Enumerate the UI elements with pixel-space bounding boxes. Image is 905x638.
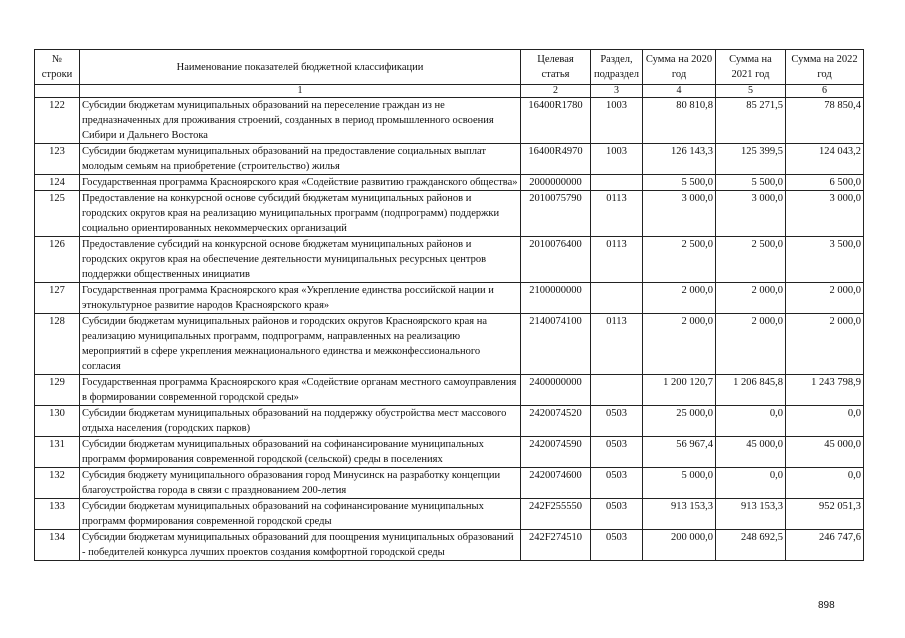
target-article-cell: 2010076400 xyxy=(521,237,591,283)
row-number-cell: 134 xyxy=(35,530,80,561)
row-number-cell: 132 xyxy=(35,468,80,499)
table-row xyxy=(35,468,864,499)
target-article-cell: 16400R4970 xyxy=(521,144,591,175)
amount-2022-cell: 952 051,3 xyxy=(786,499,864,530)
section-cell xyxy=(591,175,643,191)
amount-2021-cell: 1 206 845,8 xyxy=(716,375,786,406)
column-number: 1 xyxy=(80,85,521,98)
section-cell: 0503 xyxy=(591,468,643,499)
target-article-cell: 2420074600 xyxy=(521,468,591,499)
row-number-cell: 123 xyxy=(35,144,80,175)
row-number-cell: 124 xyxy=(35,175,80,191)
target-article-cell: 2010075790 xyxy=(521,191,591,237)
header-indicator-name: Наименование показателей бюджетной классификации xyxy=(80,50,521,85)
target-article-cell: 242F255550 xyxy=(521,499,591,530)
amount-2020-cell: 2 000,0 xyxy=(643,283,716,314)
indicator-name-cell: Субсидии бюджетам муниципальных образований на софинансирование муниципальных программ формирования современной городской среды xyxy=(80,499,521,530)
header-amount-2020: Сумма на 2020 год xyxy=(643,50,716,85)
amount-2022-cell: 246 747,6 xyxy=(786,530,864,561)
section-cell xyxy=(591,375,643,406)
amount-2022-cell: 124 043,2 xyxy=(786,144,864,175)
column-number: 6 xyxy=(786,85,864,98)
indicator-name-cell: Субсидии бюджетам муниципальных образований на поддержку обустройства мест массового отдыха населения (городских парков) xyxy=(80,406,521,437)
indicator-name-cell: Государственная программа Красноярского края «Укрепление единства российской нации и этнокультурное развитие народов Красноярского края» xyxy=(80,283,521,314)
amount-2021-cell: 3 000,0 xyxy=(716,191,786,237)
table-header-row xyxy=(35,50,864,85)
table-row xyxy=(35,375,864,406)
amount-2021-cell: 2 500,0 xyxy=(716,237,786,283)
table-row xyxy=(35,406,864,437)
indicator-name-cell: Субсидии бюджетам муниципальных районов и городских округов Красноярского края на реализацию муниципальных программ, подпрограмм, направленных на реализацию мероприятий в сфере укрепления межнационального единства и межконфессионального согласия xyxy=(80,314,521,375)
target-article-cell: 2140074100 xyxy=(521,314,591,375)
table-body xyxy=(35,98,864,561)
column-number: 4 xyxy=(643,85,716,98)
amount-2021-cell: 125 399,5 xyxy=(716,144,786,175)
amount-2020-cell: 2 500,0 xyxy=(643,237,716,283)
budget-table xyxy=(34,49,864,561)
section-cell: 0503 xyxy=(591,437,643,468)
amount-2021-cell: 248 692,5 xyxy=(716,530,786,561)
amount-2022-cell: 6 500,0 xyxy=(786,175,864,191)
amount-2020-cell: 2 000,0 xyxy=(643,314,716,375)
target-article-cell: 2400000000 xyxy=(521,375,591,406)
column-number-row xyxy=(35,85,864,98)
row-number-cell: 122 xyxy=(35,98,80,144)
header-section: Раздел, подраздел xyxy=(591,50,643,85)
header-amount-2021: Сумма на 2021 год xyxy=(716,50,786,85)
amount-2020-cell: 25 000,0 xyxy=(643,406,716,437)
target-article-cell: 2000000000 xyxy=(521,175,591,191)
amount-2022-cell: 0,0 xyxy=(786,406,864,437)
amount-2022-cell: 2 000,0 xyxy=(786,314,864,375)
header-target-article: Целевая статья xyxy=(521,50,591,85)
amount-2020-cell: 5 000,0 xyxy=(643,468,716,499)
page-number: 898 xyxy=(818,600,835,611)
table-row xyxy=(35,144,864,175)
amount-2021-cell: 0,0 xyxy=(716,468,786,499)
table-row xyxy=(35,98,864,144)
amount-2022-cell: 3 500,0 xyxy=(786,237,864,283)
section-cell: 1003 xyxy=(591,144,643,175)
header-amount-2022: Сумма на 2022 год xyxy=(786,50,864,85)
target-article-cell: 16400R1780 xyxy=(521,98,591,144)
amount-2020-cell: 3 000,0 xyxy=(643,191,716,237)
target-article-cell: 242F274510 xyxy=(521,530,591,561)
amount-2022-cell: 2 000,0 xyxy=(786,283,864,314)
row-number-cell: 126 xyxy=(35,237,80,283)
section-cell: 0503 xyxy=(591,406,643,437)
section-cell: 0113 xyxy=(591,237,643,283)
section-cell: 0503 xyxy=(591,499,643,530)
amount-2021-cell: 913 153,3 xyxy=(716,499,786,530)
amount-2021-cell: 5 500,0 xyxy=(716,175,786,191)
amount-2020-cell: 913 153,3 xyxy=(643,499,716,530)
table-row xyxy=(35,437,864,468)
row-number-cell: 125 xyxy=(35,191,80,237)
amount-2021-cell: 0,0 xyxy=(716,406,786,437)
amount-2022-cell: 45 000,0 xyxy=(786,437,864,468)
amount-2021-cell: 2 000,0 xyxy=(716,314,786,375)
indicator-name-cell: Государственная программа Красноярского края «Содействие развитию гражданского общества» xyxy=(80,175,521,191)
amount-2020-cell: 5 500,0 xyxy=(643,175,716,191)
row-number-cell: 129 xyxy=(35,375,80,406)
amount-2021-cell: 85 271,5 xyxy=(716,98,786,144)
indicator-name-cell: Субсидии бюджетам муниципальных образований на переселение граждан из не предназначенных для проживания строений, созданных в период промышленного освоения Сибири и Дальнего Востока xyxy=(80,98,521,144)
target-article-cell: 2420074590 xyxy=(521,437,591,468)
indicator-name-cell: Субсидии бюджетам муниципальных образований на софинансирование муниципальных программ формирования современной городской (сельской) среды в поселениях xyxy=(80,437,521,468)
section-cell: 0113 xyxy=(591,191,643,237)
header-row-number: № строки xyxy=(35,50,80,85)
indicator-name-cell: Предоставление субсидий на конкурсной основе бюджетам муниципальных районов и городских округов края на обеспечение деятельности муниципальных ресурсных центров поддержки общественных инициатив xyxy=(80,237,521,283)
column-number xyxy=(35,85,80,98)
table-row xyxy=(35,237,864,283)
column-number: 3 xyxy=(591,85,643,98)
table-row xyxy=(35,314,864,375)
section-cell: 0113 xyxy=(591,314,643,375)
amount-2022-cell: 0,0 xyxy=(786,468,864,499)
indicator-name-cell: Государственная программа Красноярского края «Содействие органам местного самоуправления в формировании современной городской среды» xyxy=(80,375,521,406)
amount-2022-cell: 1 243 798,9 xyxy=(786,375,864,406)
table-row xyxy=(35,499,864,530)
amount-2020-cell: 1 200 120,7 xyxy=(643,375,716,406)
section-cell: 1003 xyxy=(591,98,643,144)
amount-2022-cell: 3 000,0 xyxy=(786,191,864,237)
table-row xyxy=(35,175,864,191)
table-row xyxy=(35,191,864,237)
amount-2022-cell: 78 850,4 xyxy=(786,98,864,144)
indicator-name-cell: Предоставление на конкурсной основе субсидий бюджетам муниципальных районов и городских округов края на реализацию муниципальных программ (подпрограмм) поддержки социально ориентированных некоммерческих организаций xyxy=(80,191,521,237)
indicator-name-cell: Субсидия бюджету муниципального образования город Минусинск на разработку концепции благоустройства города в связи с празднованием 200-летия xyxy=(80,468,521,499)
target-article-cell: 2420074520 xyxy=(521,406,591,437)
column-number: 5 xyxy=(716,85,786,98)
row-number-cell: 133 xyxy=(35,499,80,530)
amount-2020-cell: 80 810,8 xyxy=(643,98,716,144)
row-number-cell: 131 xyxy=(35,437,80,468)
indicator-name-cell: Субсидии бюджетам муниципальных образований для поощрения муниципальных образований - победителей конкурса лучших проектов создания комфортной городской среды xyxy=(80,530,521,561)
target-article-cell: 2100000000 xyxy=(521,283,591,314)
table-row xyxy=(35,530,864,561)
amount-2020-cell: 56 967,4 xyxy=(643,437,716,468)
amount-2020-cell: 200 000,0 xyxy=(643,530,716,561)
column-number: 2 xyxy=(521,85,591,98)
section-cell: 0503 xyxy=(591,530,643,561)
row-number-cell: 130 xyxy=(35,406,80,437)
table-row xyxy=(35,283,864,314)
section-cell xyxy=(591,283,643,314)
amount-2020-cell: 126 143,3 xyxy=(643,144,716,175)
amount-2021-cell: 45 000,0 xyxy=(716,437,786,468)
row-number-cell: 128 xyxy=(35,314,80,375)
amount-2021-cell: 2 000,0 xyxy=(716,283,786,314)
row-number-cell: 127 xyxy=(35,283,80,314)
indicator-name-cell: Субсидии бюджетам муниципальных образований на предоставление социальных выплат молодым семьям на приобретение (строительство) жилья xyxy=(80,144,521,175)
